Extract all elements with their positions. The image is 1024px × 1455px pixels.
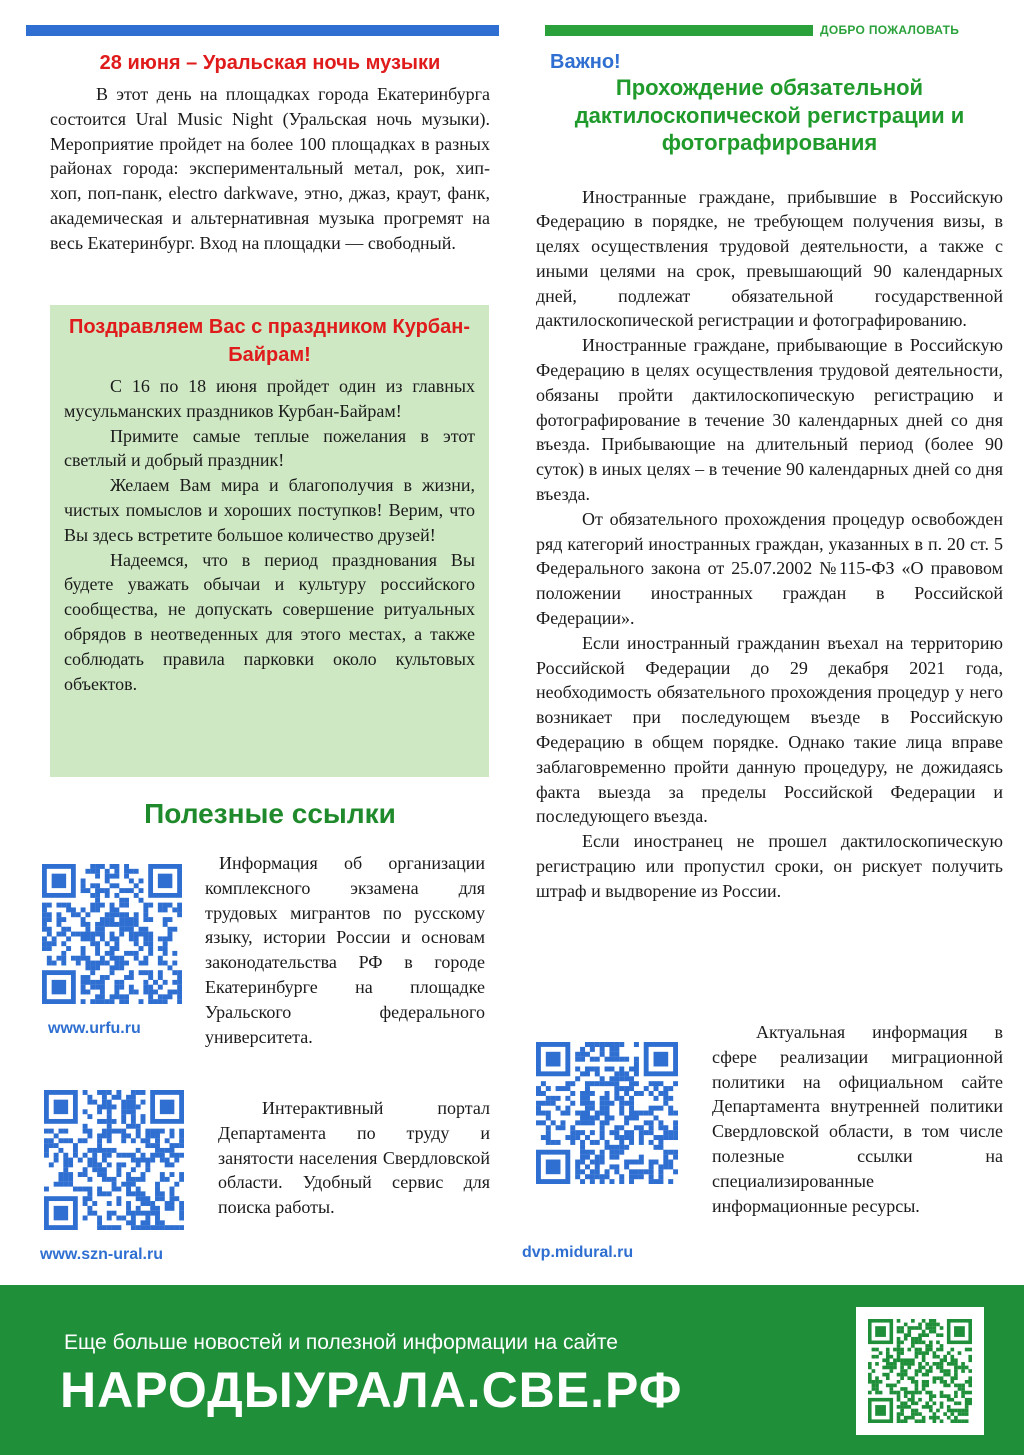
link-szn-text: Интерактивный портал Департамента по труду и занятости населения Свердловской области. Удобный сервис для поиска работы.: [218, 1098, 490, 1218]
important-label: Важно!: [550, 51, 621, 73]
footer-banner: [0, 1285, 1024, 1455]
qr-code-footer[interactable]: [856, 1307, 984, 1435]
qr-code-urfu[interactable]: [42, 864, 182, 1004]
music-section: [50, 50, 490, 256]
welcome-label: ДОБРО ПОЖАЛОВАТЬ: [820, 23, 960, 37]
holiday-paragraph: С 16 по 18 июня пройдет один из главных мусульманских праздников Курбан-Байрам!: [64, 376, 475, 421]
important-title: Прохождение обязательной дактилоскопической регистрации и фотографирования: [574, 75, 965, 155]
important-section: [536, 50, 1003, 904]
music-text-block: [50, 82, 490, 256]
link-szn[interactable]: www.szn-ural.ru: [40, 1246, 163, 1263]
important-text: [536, 185, 1003, 904]
top-green-bar: [545, 25, 813, 36]
music-text: В этот день на площадках города Екатеринбурга состоится Ural Music Night (Уральская ночь музыки). Мероприятие пройдет на более 100 площадках в разных районах города: экспериментальный метал, рок, хип-хоп, поп-панк, electro darkwave, этно, джаз, краут, фанк, академическая и альтернативная музыка прогремят на весь Екатеринбург. Вход на площадки — свободный.: [50, 84, 490, 253]
link-dvp-text: Актуальная информация в сфере реализации миграционной политики на официальном сайте Департамента внутренней политики Свердловской области, в том числе полезные ссылки на специализированные информационные ресурсы.: [712, 1022, 1003, 1216]
link-urfu-text: Информация об организации комплексного экзамена для трудовых мигрантов по русскому языку, истории России и основам законодательства РФ в городе Екатеринбурге на площадке Уральского федерального университета.: [205, 853, 485, 1047]
footer-tagline: Еще больше новостей и полезной информации на сайте: [64, 1331, 618, 1354]
holiday-text: [64, 374, 475, 696]
important-paragraph: Если иностранный гражданин въехал на территорию Российской Федерации до 29 декабря 2021 года, необходимость обязательного прохождения процедур у него возникает при последующем въезде в Российскую Федерацию в общем порядке. Однако такие лица вправе заблаговременно пройти данную процедуру, не дожидаясь факта выезда за пределы Российской Федерации и последующего въезда.: [536, 632, 1003, 827]
footer-site-link[interactable]: НАРОДЫУРАЛА.СВЕ.РФ: [60, 1362, 683, 1418]
important-paragraph: Если иностранец не прошел дактилоскопическую регистрацию или пропустил сроки, он рискует получить штраф и выдворение из России.: [536, 831, 1003, 901]
important-paragraph: Иностранные граждане, прибывающие в Российскую Федерацию в целях осуществления трудовой деятельности, обязаны пройти дактилоскопическую регистрацию и фотографирование в течение 30 календарных дней со дня въезда. Прибывающие на длительный период (более 90 суток) в иных целях – в течение 90 календарных дней со дня въезда.: [536, 335, 1003, 505]
top-blue-bar: [26, 25, 499, 36]
links-title: Полезные ссылки: [144, 798, 396, 829]
qr-code-dvp[interactable]: [536, 1042, 678, 1184]
holiday-paragraph: Надеемся, что в период празднования Вы будете уважать обычаи и культуру российского сообщества, не допускать совершение ритуальных обрядов в неотведенных для этого местах, а также соблюдать правила парковки около культовых объектов.: [64, 549, 475, 694]
link-dvp-description: [712, 1020, 1003, 1218]
holiday-box: [50, 305, 489, 777]
music-heading: 28 июня – Уральская ночь музыки: [99, 52, 441, 74]
holiday-heading: Поздравляем Вас с праздником Курбан-Байрам!: [68, 316, 471, 366]
link-urfu-description: [205, 851, 485, 1049]
holiday-paragraph: Желаем Вам мира и благополучия в жизни, чистых помыслов и хороших поступков! Верим, что Вы здесь встретите большое количество друзей!: [64, 475, 475, 545]
link-szn-description: [218, 1096, 490, 1220]
link-urfu[interactable]: www.urfu.ru: [48, 1020, 141, 1037]
qr-code-szn[interactable]: [44, 1090, 184, 1230]
link-dvp[interactable]: dvp.midural.ru: [522, 1244, 634, 1261]
important-paragraph: От обязательного прохождения процедур освобожден ряд категорий иностранных граждан, указанных в п. 20 ст. 5 Федерального закона от 25.07.2002 №115-ФЗ «О правовом положении иностранных граждан в Российской Федерации».: [536, 508, 1003, 629]
holiday-paragraph: Примите самые теплые пожелания в этот светлый и добрый праздник!: [64, 425, 475, 471]
important-paragraph: Иностранные граждане, прибывшие в Российскую Федерацию в порядке, не требующем получения визы, в целях осуществления трудовой деятельности, а также с иными целями на срок, превышающий 90 календарных дней, подлежат обязательной государственной дактилоскопической регистрации и фотографированию.: [536, 186, 1003, 331]
